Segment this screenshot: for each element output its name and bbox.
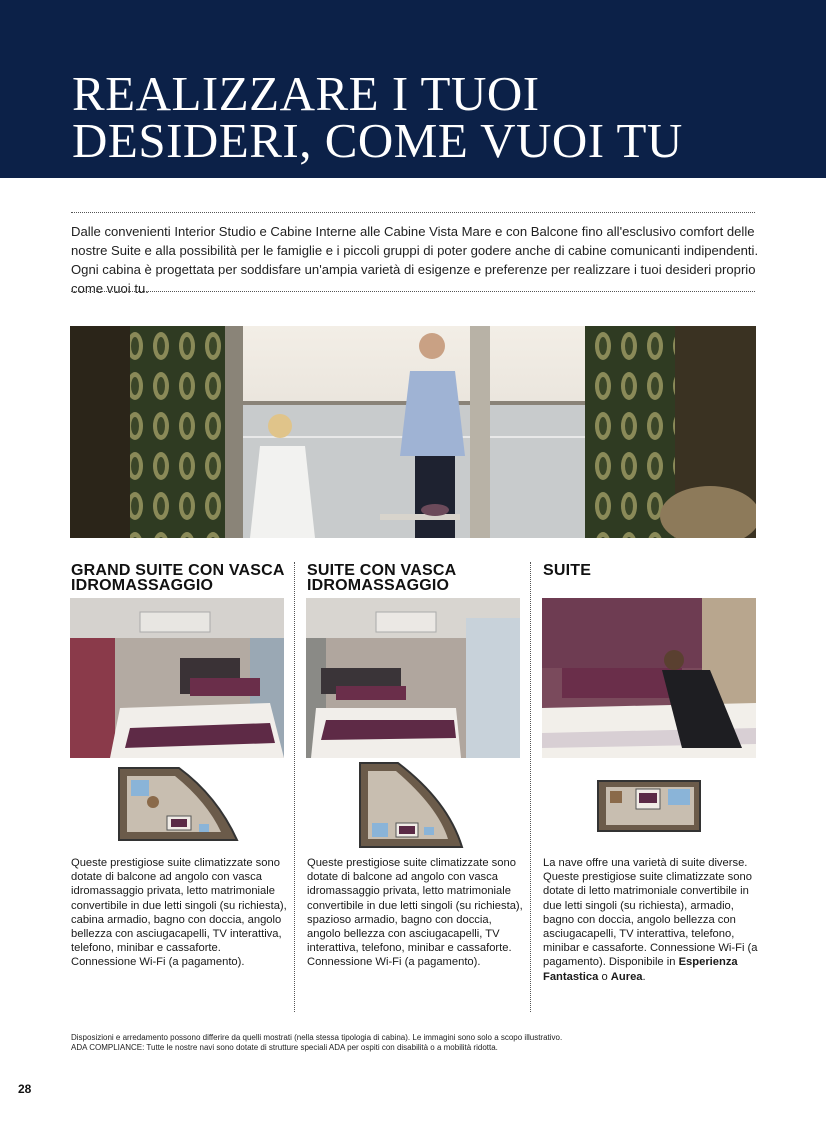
intro-paragraph: Dalle convenienti Interior Studio e Cabine Interne alle Cabine Vista Mare e con Balcone fino all'esclusivo comfort delle nostre Suite e alla possibilità per le famiglie e i piccoli gruppi di poter godere anche di cabine comunicanti indipendenti. Ogni cabina è progettata per soddisfare un'ampia varietà di esigenze e preferenze per realizzare i tuoi desideri proprio come vuoi tu. <box>71 224 759 296</box>
col1-photo <box>70 598 284 758</box>
hero-photo <box>70 326 756 538</box>
footnote-line-1: Disposizioni e arredamento possono differire da quelli mostrati (nella stessa tipologia di cabina). Le immagini sono solo a scopo illustrativo. <box>71 1033 563 1042</box>
col2-title: SUITE CON VASCA IDROMASSAGGIO <box>307 562 456 594</box>
col1-title: GRAND SUITE CON VASCA IDROMASSAGGIO <box>71 562 285 594</box>
col3-description-main: La nave offre una varietà di suite diverse. Queste prestigiose suite climatizzate sono dotate di letto matrimoniale convertibile in due letti singoli (su richiesta), armadio, bagno con doccia, angolo bellezza con asciugacapelli, TV interattiva, telefono, minibar e cassaforte. Connessione Wi-Fi (a pagamento). Disponibile in <box>543 857 758 969</box>
col3-title: SUITE <box>543 562 592 579</box>
col2-description <box>307 856 525 970</box>
col1-floor-plan <box>117 766 239 847</box>
page-number: 28 <box>18 1082 32 1096</box>
header-banner <box>0 0 826 178</box>
col3-highlight-1: Esperienza Fantastica <box>543 956 738 983</box>
column-separator-1 <box>294 562 295 1012</box>
col1-description-main: Queste prestigiose suite climatizzate sono dotate di balcone ad angolo con vasca idromassaggio privata, letto matrimoniale convertibile in due letti singoli (su richiesta), cabina armadio, bagno con doccia, angolo bellezza con asciugacapelli, TV interattiva, telefono, minibar e cassaforte. <box>71 857 287 955</box>
col2-floor-plan <box>358 761 464 854</box>
col3-highlight-2: Aurea <box>610 970 643 983</box>
col1-description <box>71 856 289 970</box>
col3-floor-plan <box>596 779 702 838</box>
col2-description-wifi: Connessione Wi-Fi (a pagamento). <box>307 956 481 969</box>
footnote-line-2: ADA COMPLIANCE: Tutte le nostre navi sono dotate di strutture speciali ADA per ospiti con disabilità o a mobilità ridotta. <box>71 1043 498 1052</box>
col1-description-wifi: Connessione Wi-Fi (a pagamento). <box>71 956 245 969</box>
footnote <box>71 1033 771 1053</box>
column-separator-2 <box>530 562 531 1012</box>
col2-photo <box>306 598 520 758</box>
col3-description <box>543 856 761 984</box>
col3-end: . <box>642 970 646 983</box>
page-title: REALIZZARE I TUOI DESIDERI, COME VUOI TU <box>72 66 683 168</box>
col3-joiner: o <box>598 970 611 983</box>
divider-top <box>71 212 755 213</box>
divider-bottom <box>71 291 755 292</box>
col3-photo <box>542 598 756 758</box>
col2-description-main: Queste prestigiose suite climatizzate sono dotate di balcone ad angolo con vasca idromassaggio privata, letto matrimoniale convertibile in due letti singoli (su richiesta), spazioso armadio, bagno con doccia, angolo bellezza con asciugacapelli, TV interattiva, telefono, minibar e cassaforte. <box>307 857 523 955</box>
